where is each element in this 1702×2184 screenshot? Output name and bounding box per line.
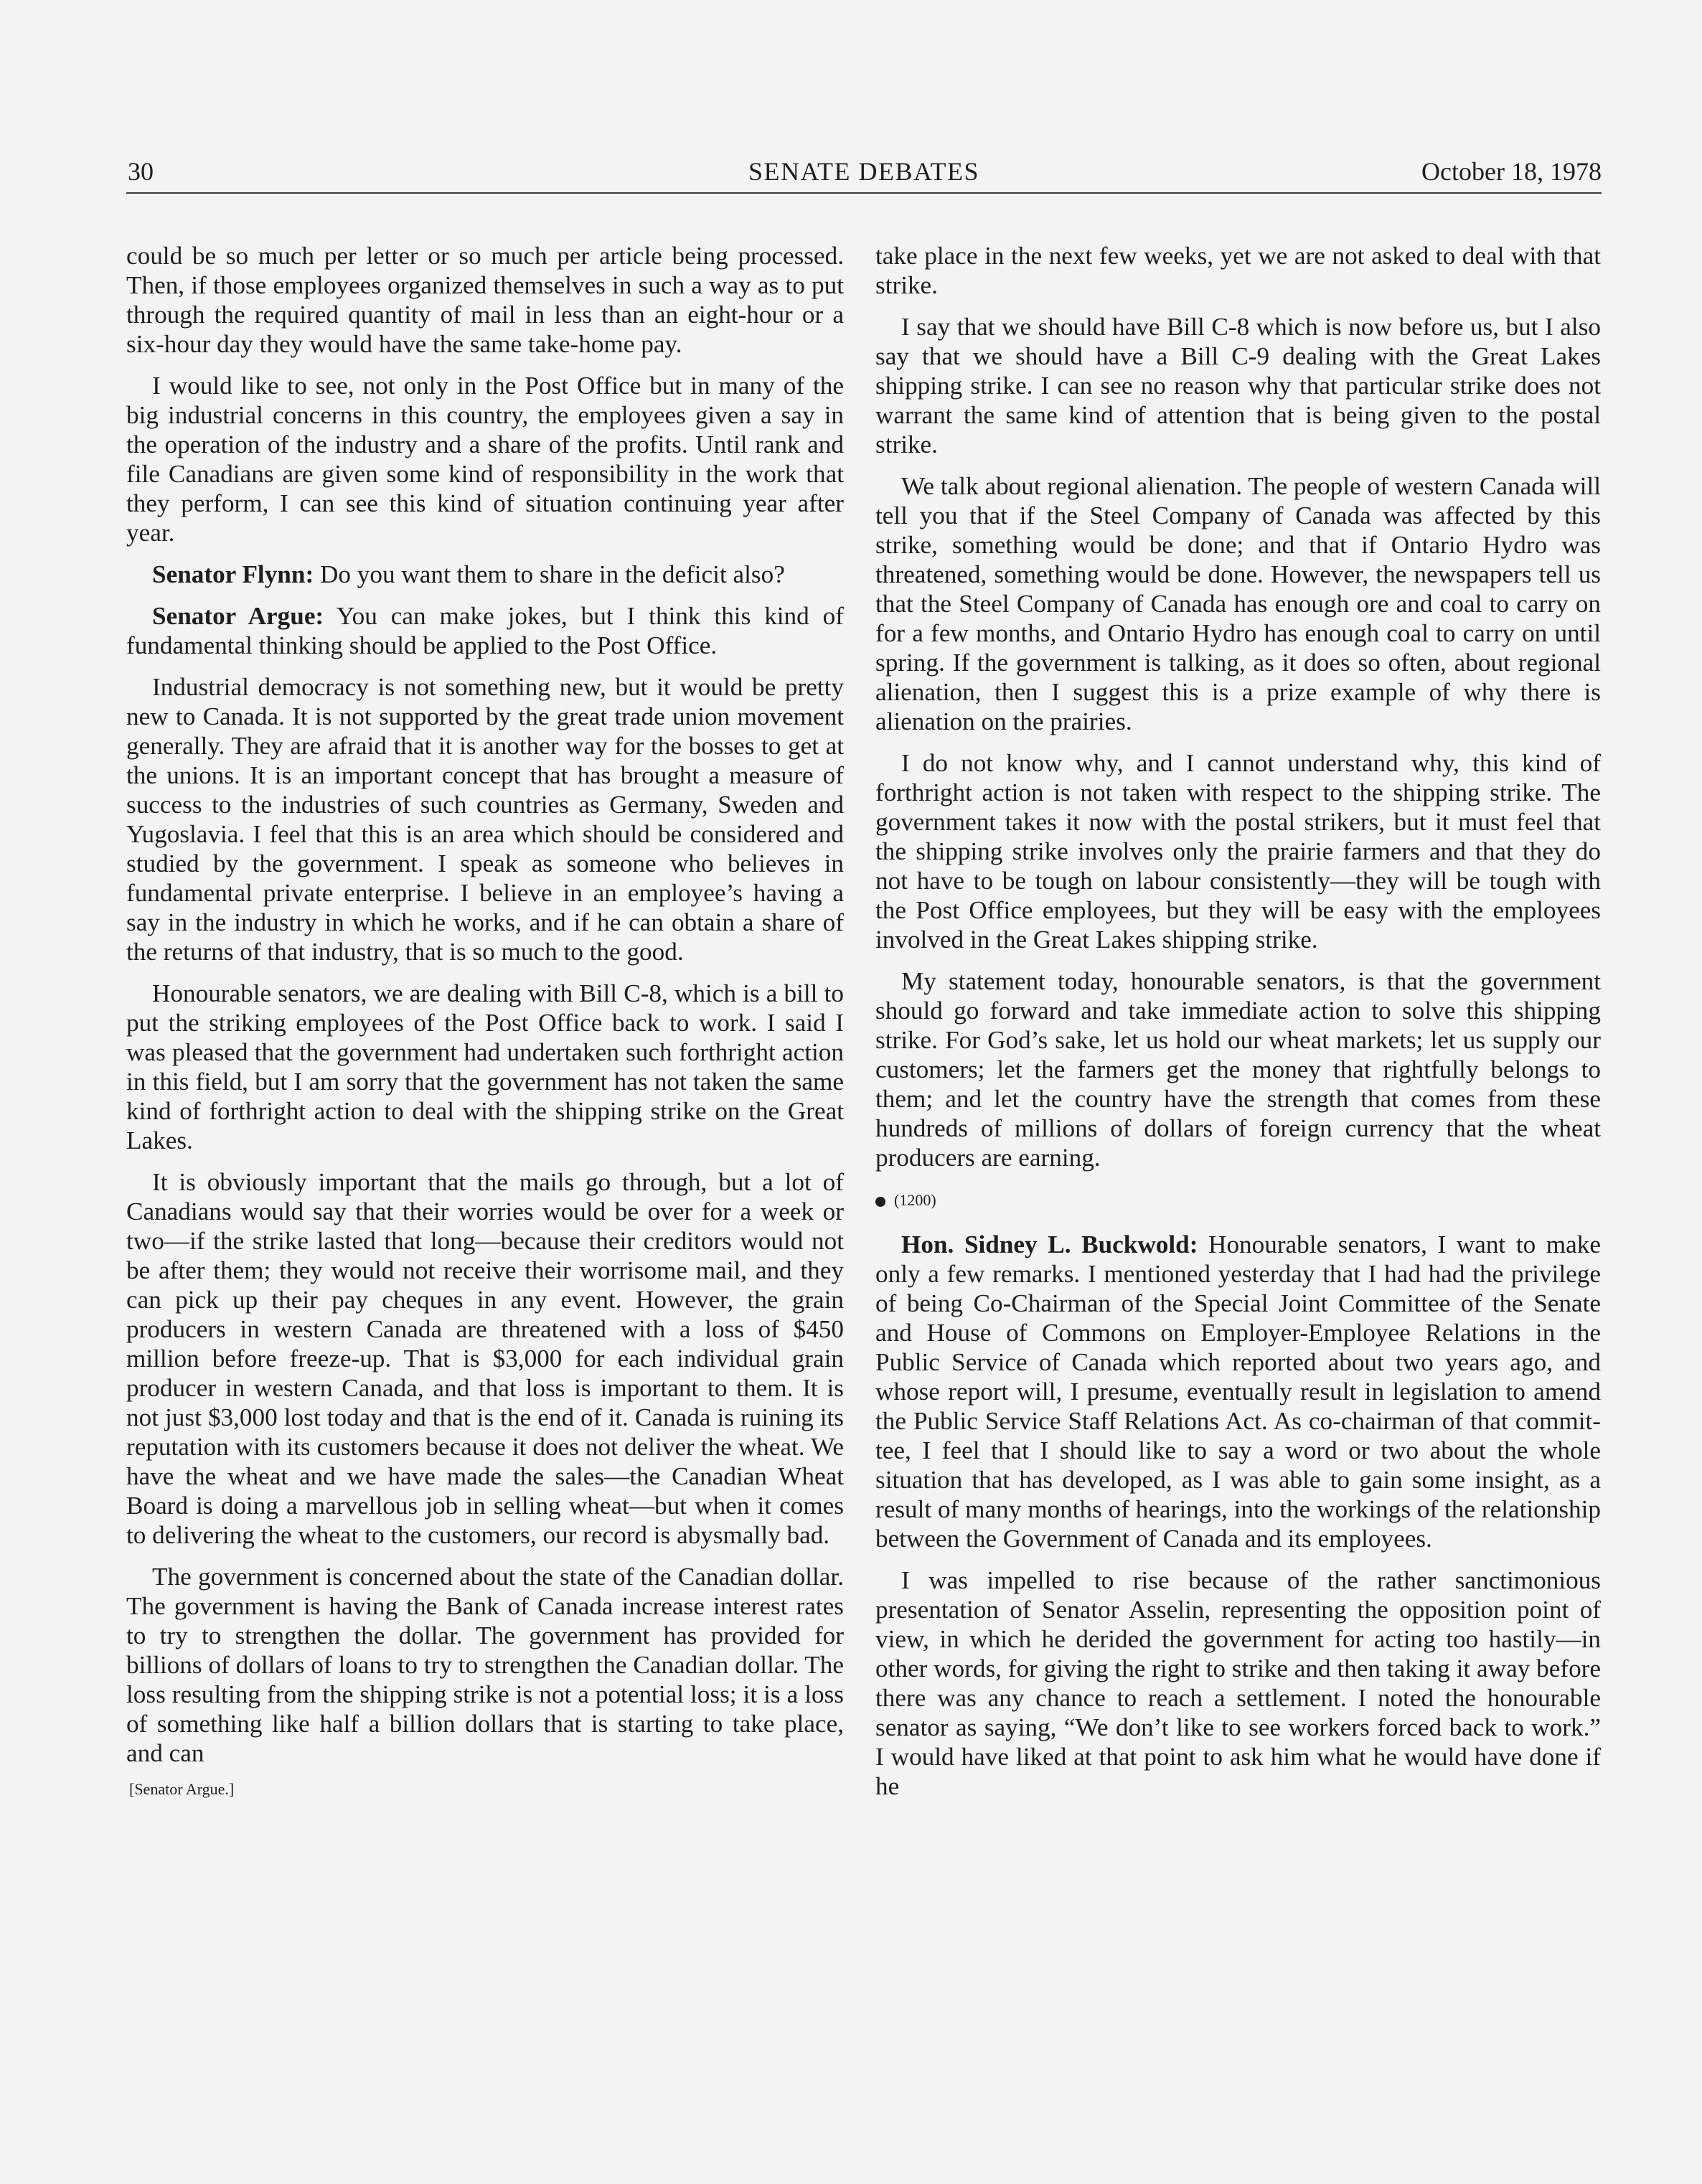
bullet-icon — [875, 1197, 885, 1207]
paragraph: could be so much per letter or so much per article being processed. Then, if those employees organized themselves in such a way as to put through the required quantity of mail in less than an eight-hour or a six-hour day they would have the same take-home pay. — [126, 242, 844, 358]
paragraph: I was impelled to rise because of the rather sanctimonious presentation of Senator Asselin, representing the opposition point of view, in which he derided the government for acting too hastily—in other words, for giving the right to strike and then taking it away before there was any chance to reach a settlement. I noted the honourable senator as saying, “We don’t like to see workers forced back to work.” I would have liked at that point to ask him what he would have done if he — [875, 1566, 1601, 1800]
paragraph: I would like to see, not only in the Post Office but in many of the big industrial concerns in this country, the employees given a say in the operation of the industry and a share of the profits. Until rank and file Canadians are given some kind of responsibility in the work that they perform, I can see this kind of situation continuing year after year. — [126, 372, 844, 547]
page-header — [126, 156, 1602, 194]
paragraph: I say that we should have Bill C-8 which is now before us, but I also say that we should have a Bill C-9 dealing with the Great Lakes shipping strike. I can see no reason why that particular strike does not warrant the same kind of attention that is being given to the postal strike. — [875, 313, 1601, 458]
speech-text: Honourable senators, I want to make only a few remarks. I mentioned yesterday that I had had the privilege of being Co-Chairman of the Special Joint Committee of the Senate and House of Commons on Employer-Employee Relations in the Public Service of Canada which reported about two years ago, and whose report will, I presume, eventually result in legislation to amend the Public Service Staff Relations Act. As co-chairman of that committee, I feel that I should like to say a word or two about the whole situation that has developed, as I was able to gain some insight, as a result of many months of hearings, into the workings of the relationship between the Government of Canada and its employees. — [875, 1230, 1602, 1553]
page-number: 30 — [128, 157, 154, 186]
speech-buckwold — [875, 1230, 1601, 1553]
paragraph: The government is concerned about the state of the Canadian dollar. The government is having the Bank of Canada increase interest rates to try to strengthen the dollar. The government has provided for billions of dollars of loans to try to strengthen the Canadian dollar. The loss resulting from the shipping strike is not a potential loss; it is a loss of something like half a billion dollars that is starting to take place, and can — [126, 1563, 844, 1767]
paragraph: Industrial democracy is not something new, but it would be pretty new to Canada. It is not supported by the great trade union movement generally. They are afraid that it is another way for the bosses to get at the unions. It is an important concept that has brought a measure of success to the industries of such countries as Germany, Sweden and Yugoslavia. I feel that this is an area which should be considered and studied by the government. I speak as someone who believes in fundamental private enterprise. I believe in an employee’s having a say in the industry in which he works, and if he can obtain a share of the returns of that industry, that is so much to the good. — [126, 673, 844, 966]
speech-flynn — [126, 560, 844, 589]
speech-text: Do you want them to share in the deficit also? — [314, 560, 785, 588]
paragraph: My statement today, honourable senators, is that the government should go forward and take immediate action to solve this shipping strike. For God’s sake, let us hold our wheat markets; let us supply our customers; let the farmers get the money that rightfully belongs to them; and let the country have the strength that comes from these hundreds of millions of dollars of foreign currency that the wheat producers are earning. — [875, 967, 1601, 1172]
paragraph: take place in the next few weeks, yet we are not asked to deal with that strike. — [875, 242, 1601, 299]
speaker-footnote: [Senator Argue.] — [129, 1780, 235, 1798]
time-marker — [875, 1191, 1601, 1210]
speaker-name: Senator Argue: — [152, 602, 324, 630]
speech-argue — [126, 601, 844, 660]
session-date: October 18, 1978 — [1421, 157, 1602, 186]
left-column — [126, 241, 844, 1799]
time-marker-label: (1200) — [894, 1191, 936, 1209]
paragraph: Honourable senators, we are dealing with Bill C-8, which is a bill to put the striking employees of the Post Office back to work. I said I was pleased that the government had undertaken such forthright action in this field, but I am sorry that the government has not taken the same kind of forthright action to deal with the shipping strike on the Great Lakes. — [126, 979, 844, 1154]
publication-title: SENATE DEBATES — [748, 157, 979, 186]
speaker-name: Senator Flynn: — [152, 560, 314, 588]
paragraph: We talk about regional alienation. The people of western Canada will tell you that if the Steel Company of Canada was affected by this strike, something would be done; and that if Ontario Hydro was threatened, something would be done. However, the newspapers tell us that the Steel Company of Canada has enough ore and coal to carry on for a few months, and Ontario Hydro has enough coal to carry on until spring. If the government is talking, as it does so often, about regional alienation, then I suggest this is a prize example of why there is alienation on the prairies. — [875, 472, 1601, 735]
right-column — [875, 241, 1601, 1813]
speech-text: You can make jokes, but I think this kind of fundamental thinking should be applied to the Post Office. — [126, 602, 844, 659]
paragraph: I do not know why, and I cannot understand why, this kind of forthright action is not taken with respect to the shipping strike. The government takes it now with the postal strikers, but it must feel that the shipping strike involves only the prairie farmers and that they do not have to be tough on labour consistently—they will be tough with the Post Office employees, but they will be easy with the employees involved in the Great Lakes shipping strike. — [875, 749, 1601, 954]
paragraph: It is obviously important that the mails go through, but a lot of Canadians would say that their worries would be over for a week or two—if the strike lasted that long—because their creditors would not be after them; they would not receive their worrisome mail, and they can pick up their pay cheques in any event. However, the grain producers in western Canada are threatened with a loss of $450 million before freeze-up. That is $3,000 for each individual grain producer in western Canada, and that loss is important to them. It is not just $3,000 lost today and that is the end of it. Canada is ruining its reputation with its customers because it does not deliver the wheat. We have the wheat and we have made the sales—the Canadian Wheat Board is doing a marvellous job in selling wheat—but when it comes to delivering the wheat to the customers, our record is abysmally bad. — [126, 1168, 844, 1549]
speaker-name: Hon. Sidney L. Buckwold: — [901, 1230, 1198, 1258]
